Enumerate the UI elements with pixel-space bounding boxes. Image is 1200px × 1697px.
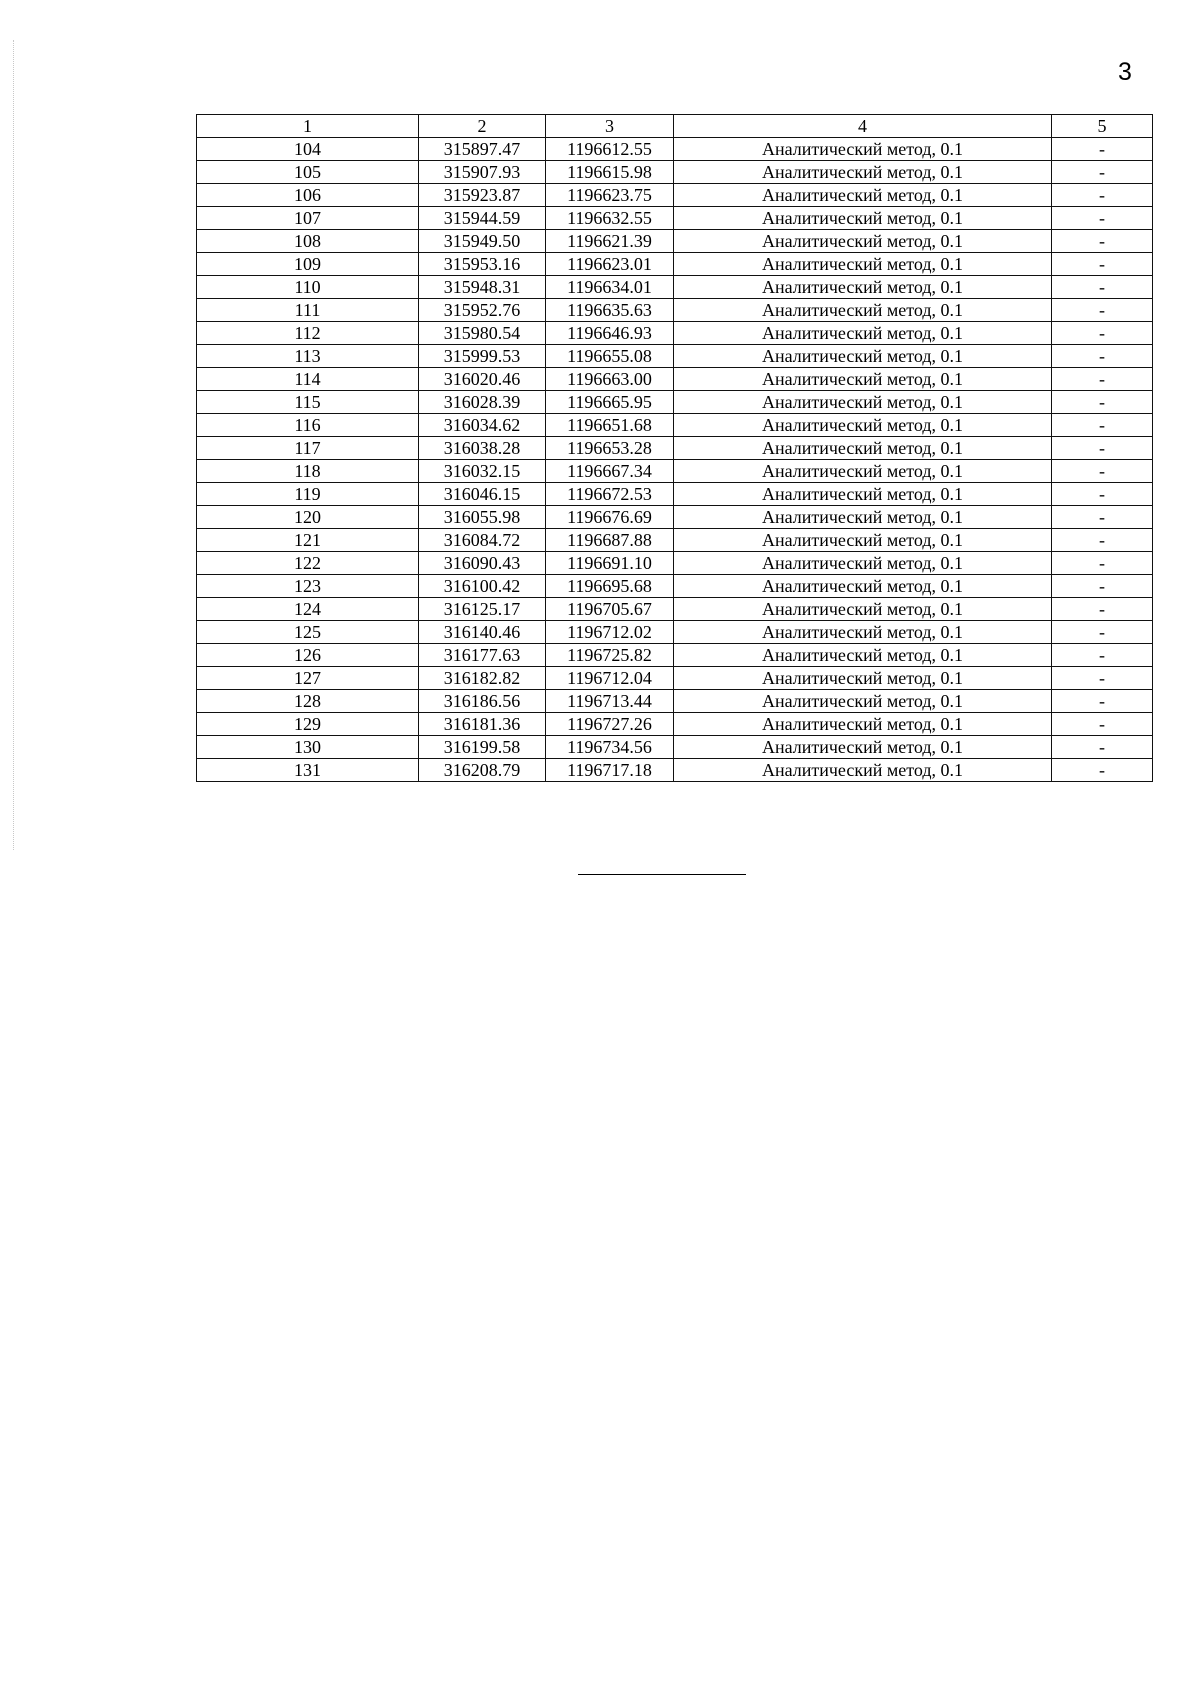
x-coordinate-cell: 316140.46 [419,621,546,644]
y-coordinate-cell: 1196651.68 [546,414,674,437]
table-row [197,506,1153,529]
point-number-cell: 112 [197,322,419,345]
note-cell: - [1052,529,1153,552]
point-number-cell: 120 [197,506,419,529]
point-number-cell: 118 [197,460,419,483]
point-number-cell: 114 [197,368,419,391]
y-coordinate-cell: 1196612.55 [546,138,674,161]
y-coordinate-cell: 1196632.55 [546,207,674,230]
point-number-cell: 121 [197,529,419,552]
note-cell: - [1052,253,1153,276]
table-row [197,437,1153,460]
y-coordinate-cell: 1196634.01 [546,276,674,299]
point-number-cell: 104 [197,138,419,161]
x-coordinate-cell: 316208.79 [419,759,546,782]
table-row [197,759,1153,782]
y-coordinate-cell: 1196717.18 [546,759,674,782]
method-accuracy-cell: Аналитический метод, 0.1 [674,621,1052,644]
table-row [197,575,1153,598]
table-row [197,345,1153,368]
scan-edge-line [13,40,14,850]
note-cell: - [1052,621,1153,644]
x-coordinate-cell: 316125.17 [419,598,546,621]
point-number-cell: 127 [197,667,419,690]
point-number-cell: 126 [197,644,419,667]
method-accuracy-cell: Аналитический метод, 0.1 [674,138,1052,161]
point-number-cell: 107 [197,207,419,230]
x-coordinate-cell: 316055.98 [419,506,546,529]
note-cell: - [1052,552,1153,575]
y-coordinate-cell: 1196621.39 [546,230,674,253]
point-number-cell: 106 [197,184,419,207]
table-row [197,713,1153,736]
y-coordinate-cell: 1196712.04 [546,667,674,690]
table-row [197,483,1153,506]
method-accuracy-cell: Аналитический метод, 0.1 [674,345,1052,368]
method-accuracy-cell: Аналитический метод, 0.1 [674,161,1052,184]
method-accuracy-cell: Аналитический метод, 0.1 [674,414,1052,437]
x-coordinate-cell: 316199.58 [419,736,546,759]
y-coordinate-cell: 1196713.44 [546,690,674,713]
method-accuracy-cell: Аналитический метод, 0.1 [674,253,1052,276]
method-accuracy-cell: Аналитический метод, 0.1 [674,690,1052,713]
y-coordinate-cell: 1196615.98 [546,161,674,184]
x-coordinate-cell: 315953.16 [419,253,546,276]
method-accuracy-cell: Аналитический метод, 0.1 [674,184,1052,207]
point-number-cell: 125 [197,621,419,644]
note-cell: - [1052,207,1153,230]
x-coordinate-cell: 315923.87 [419,184,546,207]
note-cell: - [1052,437,1153,460]
y-coordinate-cell: 1196695.68 [546,575,674,598]
x-coordinate-cell: 315948.31 [419,276,546,299]
column-header-3: 3 [546,115,674,138]
x-coordinate-cell: 316084.72 [419,529,546,552]
y-coordinate-cell: 1196712.02 [546,621,674,644]
method-accuracy-cell: Аналитический метод, 0.1 [674,736,1052,759]
x-coordinate-cell: 316177.63 [419,644,546,667]
point-number-cell: 130 [197,736,419,759]
x-coordinate-cell: 316038.28 [419,437,546,460]
method-accuracy-cell: Аналитический метод, 0.1 [674,529,1052,552]
note-cell: - [1052,736,1153,759]
y-coordinate-cell: 1196646.93 [546,322,674,345]
point-number-cell: 129 [197,713,419,736]
method-accuracy-cell: Аналитический метод, 0.1 [674,552,1052,575]
note-cell: - [1052,713,1153,736]
y-coordinate-cell: 1196635.63 [546,299,674,322]
x-coordinate-cell: 316028.39 [419,391,546,414]
note-cell: - [1052,667,1153,690]
note-cell: - [1052,644,1153,667]
point-number-cell: 113 [197,345,419,368]
y-coordinate-cell: 1196623.01 [546,253,674,276]
method-accuracy-cell: Аналитический метод, 0.1 [674,713,1052,736]
table-row [197,161,1153,184]
x-coordinate-cell: 316090.43 [419,552,546,575]
y-coordinate-cell: 1196676.69 [546,506,674,529]
y-coordinate-cell: 1196655.08 [546,345,674,368]
note-cell: - [1052,345,1153,368]
table-body [197,138,1153,782]
note-cell: - [1052,322,1153,345]
x-coordinate-cell: 316046.15 [419,483,546,506]
note-cell: - [1052,299,1153,322]
table-row [197,207,1153,230]
table-row [197,690,1153,713]
point-number-cell: 117 [197,437,419,460]
point-number-cell: 123 [197,575,419,598]
note-cell: - [1052,184,1153,207]
table-row [197,391,1153,414]
table-row [197,368,1153,391]
note-cell: - [1052,138,1153,161]
table-header-row [197,115,1153,138]
method-accuracy-cell: Аналитический метод, 0.1 [674,575,1052,598]
method-accuracy-cell: Аналитический метод, 0.1 [674,368,1052,391]
table-row [197,644,1153,667]
table-row [197,276,1153,299]
y-coordinate-cell: 1196663.00 [546,368,674,391]
table-row [197,552,1153,575]
x-coordinate-cell: 315944.59 [419,207,546,230]
method-accuracy-cell: Аналитический метод, 0.1 [674,276,1052,299]
y-coordinate-cell: 1196665.95 [546,391,674,414]
table-row [197,667,1153,690]
method-accuracy-cell: Аналитический метод, 0.1 [674,460,1052,483]
method-accuracy-cell: Аналитический метод, 0.1 [674,391,1052,414]
note-cell: - [1052,368,1153,391]
page-number: 3 [1118,58,1132,86]
x-coordinate-cell: 315999.53 [419,345,546,368]
point-number-cell: 108 [197,230,419,253]
x-coordinate-cell: 316181.36 [419,713,546,736]
x-coordinate-cell: 315907.93 [419,161,546,184]
note-cell: - [1052,759,1153,782]
method-accuracy-cell: Аналитический метод, 0.1 [674,322,1052,345]
table-row [197,460,1153,483]
x-coordinate-cell: 316100.42 [419,575,546,598]
point-number-cell: 122 [197,552,419,575]
table-row [197,253,1153,276]
table-row [197,414,1153,437]
y-coordinate-cell: 1196653.28 [546,437,674,460]
coordinates-table [196,114,1153,782]
method-accuracy-cell: Аналитический метод, 0.1 [674,299,1052,322]
column-header-2: 2 [419,115,546,138]
point-number-cell: 105 [197,161,419,184]
note-cell: - [1052,483,1153,506]
x-coordinate-cell: 316020.46 [419,368,546,391]
method-accuracy-cell: Аналитический метод, 0.1 [674,437,1052,460]
y-coordinate-cell: 1196672.53 [546,483,674,506]
table-row [197,138,1153,161]
method-accuracy-cell: Аналитический метод, 0.1 [674,506,1052,529]
y-coordinate-cell: 1196667.34 [546,460,674,483]
end-of-table-rule [578,874,746,875]
note-cell: - [1052,598,1153,621]
note-cell: - [1052,575,1153,598]
y-coordinate-cell: 1196623.75 [546,184,674,207]
point-number-cell: 116 [197,414,419,437]
note-cell: - [1052,460,1153,483]
point-number-cell: 128 [197,690,419,713]
x-coordinate-cell: 315897.47 [419,138,546,161]
method-accuracy-cell: Аналитический метод, 0.1 [674,644,1052,667]
method-accuracy-cell: Аналитический метод, 0.1 [674,667,1052,690]
note-cell: - [1052,690,1153,713]
table-row [197,322,1153,345]
point-number-cell: 119 [197,483,419,506]
note-cell: - [1052,230,1153,253]
column-header-4: 4 [674,115,1052,138]
table-row [197,736,1153,759]
y-coordinate-cell: 1196705.67 [546,598,674,621]
table-row [197,184,1153,207]
point-number-cell: 110 [197,276,419,299]
table-row [197,598,1153,621]
method-accuracy-cell: Аналитический метод, 0.1 [674,230,1052,253]
point-number-cell: 124 [197,598,419,621]
column-header-5: 5 [1052,115,1153,138]
method-accuracy-cell: Аналитический метод, 0.1 [674,207,1052,230]
note-cell: - [1052,391,1153,414]
note-cell: - [1052,506,1153,529]
x-coordinate-cell: 316034.62 [419,414,546,437]
x-coordinate-cell: 316182.82 [419,667,546,690]
x-coordinate-cell: 315980.54 [419,322,546,345]
column-header-1: 1 [197,115,419,138]
y-coordinate-cell: 1196725.82 [546,644,674,667]
x-coordinate-cell: 316032.15 [419,460,546,483]
x-coordinate-cell: 315949.50 [419,230,546,253]
y-coordinate-cell: 1196691.10 [546,552,674,575]
table-row [197,529,1153,552]
x-coordinate-cell: 316186.56 [419,690,546,713]
point-number-cell: 111 [197,299,419,322]
method-accuracy-cell: Аналитический метод, 0.1 [674,759,1052,782]
table-row [197,621,1153,644]
y-coordinate-cell: 1196734.56 [546,736,674,759]
table-row [197,230,1153,253]
point-number-cell: 109 [197,253,419,276]
table-row [197,299,1153,322]
point-number-cell: 115 [197,391,419,414]
note-cell: - [1052,414,1153,437]
y-coordinate-cell: 1196687.88 [546,529,674,552]
x-coordinate-cell: 315952.76 [419,299,546,322]
method-accuracy-cell: Аналитический метод, 0.1 [674,598,1052,621]
method-accuracy-cell: Аналитический метод, 0.1 [674,483,1052,506]
note-cell: - [1052,276,1153,299]
note-cell: - [1052,161,1153,184]
y-coordinate-cell: 1196727.26 [546,713,674,736]
point-number-cell: 131 [197,759,419,782]
